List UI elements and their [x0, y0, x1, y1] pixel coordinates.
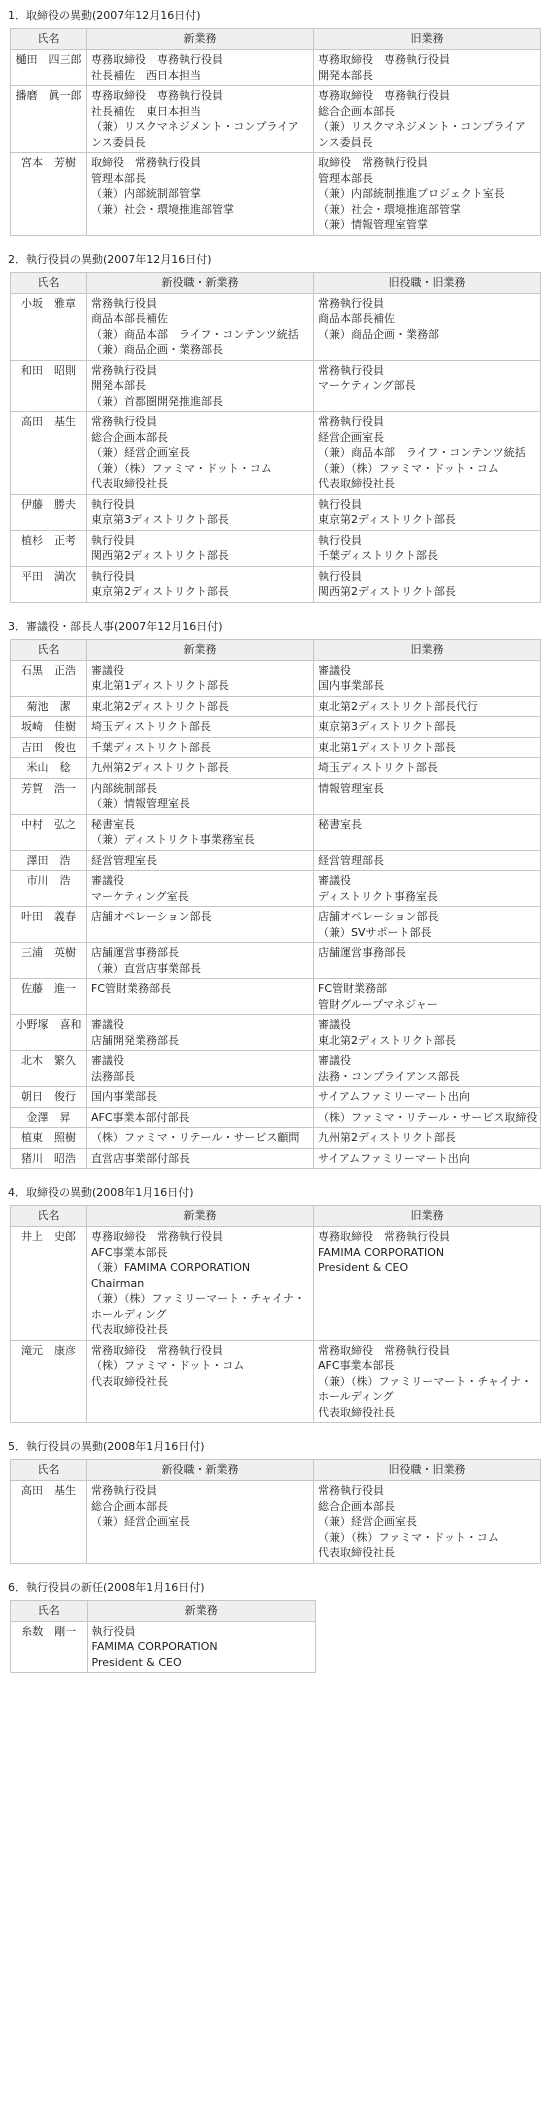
- role-line: 執行役員: [318, 569, 362, 583]
- old-role-cell: [314, 1087, 541, 1108]
- old-role-cell: [314, 1051, 541, 1087]
- role-line: （兼）首都圏開発推進部長: [91, 394, 223, 408]
- new-role-cell: [87, 696, 314, 717]
- role-line: 管理本部長: [318, 171, 373, 185]
- table-row: [11, 1015, 541, 1051]
- role-line: 埼玉ディストリクト部長: [91, 720, 211, 733]
- role-line: FC管財業務部長: [91, 982, 172, 995]
- personnel-table: [10, 1459, 541, 1564]
- role-line: 情報管理室長: [318, 781, 384, 795]
- role-line: （兼）（株）ファミマ・ドット・コム: [318, 461, 499, 475]
- person-name: 植杉 正考: [11, 530, 87, 566]
- table-row: [11, 717, 541, 738]
- table-row: [11, 566, 541, 602]
- role-line: マーケティング部長: [318, 379, 416, 392]
- column-header: 氏名: [11, 1206, 87, 1227]
- role-line: （兼）FAMIMA CORPORATION: [91, 1261, 251, 1274]
- role-line: 専務取締役 専務執行役員: [318, 53, 450, 66]
- new-role-cell: [87, 1051, 314, 1087]
- person-name: 坂崎 佳樹: [11, 717, 87, 738]
- role-line: （兼）ディストリクト事業務室長: [91, 833, 255, 846]
- table-row: [11, 530, 541, 566]
- role-line: 内部統制部長: [91, 781, 157, 795]
- new-role-cell: [87, 360, 314, 412]
- role-line: AFC事業本部付部長: [91, 1110, 190, 1124]
- header-row: [11, 272, 541, 293]
- role-line: 社長補佐 西日本担当: [91, 68, 201, 82]
- column-header: 氏名: [11, 272, 87, 293]
- new-role-cell: [87, 50, 314, 86]
- table-row: [11, 871, 541, 907]
- header-row: [11, 639, 541, 660]
- old-role-cell: [314, 530, 541, 566]
- role-line: 商品本部長補佐: [318, 312, 395, 325]
- table-row: [11, 86, 541, 153]
- person-name: 和田 昭則: [11, 360, 87, 412]
- role-line: （株）ファミマ・ドット・コム: [91, 1359, 245, 1372]
- person-name: 佐藤 進一: [11, 979, 87, 1015]
- role-line: 店舗オペレーション部長: [91, 910, 212, 923]
- table-row: [11, 1340, 541, 1423]
- column-header: 新業務: [87, 1206, 314, 1227]
- role-line: Chairman: [91, 1276, 145, 1290]
- role-line: 開発本部長: [318, 68, 373, 82]
- role-line: 直営店事業部付部長: [91, 1151, 190, 1165]
- role-line: FAMIMA CORPORATION: [91, 1640, 218, 1653]
- role-line: 総合企画本部長: [91, 1499, 168, 1513]
- role-line: （株）ファミマ・リテール・サービス顧問: [91, 1131, 300, 1144]
- old-role-cell: [314, 814, 541, 850]
- new-role-cell: [87, 293, 314, 360]
- column-header: 氏名: [11, 29, 87, 50]
- person-name: 中村 弘之: [11, 814, 87, 850]
- person-name: 滝元 康彦: [11, 1340, 87, 1423]
- role-line: 専務取締役 常務執行役員: [318, 1230, 450, 1243]
- role-line: （兼）リスクマネジメント・コンプライアンス委員長: [318, 120, 526, 149]
- role-line: 東北第1ディストリクト部長: [318, 740, 456, 754]
- person-name: 植東 照樹: [11, 1128, 87, 1149]
- person-name: 市川 浩: [11, 871, 87, 907]
- role-line: President & CEO: [91, 1655, 182, 1669]
- role-line: 常務執行役員: [318, 415, 384, 428]
- new-role-cell: [87, 1107, 314, 1128]
- role-line: 常務取締役 常務執行役員: [318, 1343, 450, 1357]
- table-row: [11, 907, 541, 943]
- old-role-cell: [314, 1107, 541, 1128]
- role-line: 東北第1ディストリクト部長: [91, 679, 229, 692]
- section-4: [0, 1185, 556, 1423]
- role-line: （兼）SVサポート部長: [318, 925, 432, 939]
- role-line: 店舗運営事務部長: [91, 946, 179, 959]
- person-name: 平田 満次: [11, 566, 87, 602]
- table-row: [11, 1481, 541, 1564]
- role-line: 常務執行役員: [318, 363, 384, 377]
- column-header: 氏名: [11, 639, 87, 660]
- new-role-cell: [87, 1481, 314, 1564]
- role-line: （兼）商品企画・業務部: [318, 327, 439, 341]
- new-role-cell: [87, 153, 314, 236]
- role-line: 管財グループマネジャー: [318, 997, 438, 1011]
- person-name: 井上 史郎: [11, 1227, 87, 1341]
- role-line: 取締役 常務執行役員: [91, 156, 201, 169]
- table-row: [11, 1621, 316, 1673]
- role-line: 代表取締役社長: [91, 1323, 168, 1336]
- role-line: 代表取締役社長: [91, 1374, 168, 1388]
- table-row: [11, 1107, 541, 1128]
- person-name: 芳賀 浩一: [11, 778, 87, 814]
- role-line: 取締役 常務執行役員: [318, 156, 428, 169]
- person-name: 北木 繁久: [11, 1051, 87, 1087]
- role-line: 審議役: [91, 1054, 124, 1067]
- column-header: 旧業務: [314, 1206, 541, 1227]
- role-line: 常務取締役 常務執行役員: [91, 1343, 223, 1357]
- section-title: 1．取締役の異動(2007年12月16日付): [8, 9, 201, 22]
- table-row: [11, 1148, 541, 1169]
- table-row: [11, 696, 541, 717]
- new-role-cell: [87, 1148, 314, 1169]
- old-role-cell: [314, 1128, 541, 1149]
- column-header: 新役職・新業務: [87, 1460, 314, 1481]
- role-line: 総合企画本部長: [318, 104, 395, 118]
- role-line: サイアムファミリーマート出向: [318, 1090, 470, 1103]
- role-line: ディストリクト事務室長: [318, 889, 438, 903]
- role-line: 店舗運営事務部長: [318, 946, 406, 959]
- role-line: 店舗開発業務部長: [91, 1033, 179, 1047]
- role-line: 秘書室長: [318, 817, 362, 831]
- new-role-cell: [87, 1015, 314, 1051]
- new-role-cell: [87, 737, 314, 758]
- column-header: 旧役職・旧業務: [314, 1460, 541, 1481]
- personnel-table: [10, 1600, 316, 1674]
- role-line: 専務取締役 常務執行役員: [91, 1230, 223, 1243]
- header-row: [11, 1206, 541, 1227]
- table-row: [11, 850, 541, 871]
- role-line: 執行役員: [91, 497, 135, 511]
- role-line: 関西第2ディストリクト部長: [318, 585, 456, 598]
- role-line: （兼）内部統制部管掌: [91, 187, 201, 200]
- role-line: 千葉ディストリクト部長: [318, 549, 438, 562]
- role-line: 開発本部長: [91, 379, 146, 392]
- person-name: 伊藤 勝夫: [11, 494, 87, 530]
- person-name: 叶田 義春: [11, 907, 87, 943]
- role-line: （兼）内部統制推進プロジェクト室長: [318, 187, 505, 200]
- new-role-cell: [87, 530, 314, 566]
- person-name: 糸数 剛一: [11, 1621, 88, 1673]
- column-header: 新業務: [87, 29, 314, 50]
- person-name: 高田 基生: [11, 1481, 87, 1564]
- role-line: 審議役: [318, 663, 351, 677]
- new-role-cell: [87, 814, 314, 850]
- person-name: 小坂 雅章: [11, 293, 87, 360]
- person-name: 朝日 俊行: [11, 1087, 87, 1108]
- role-line: 常務執行役員: [318, 296, 384, 310]
- role-line: 常務執行役員: [91, 363, 157, 377]
- new-role-cell: [87, 1340, 314, 1423]
- role-line: 専務取締役 専務執行役員: [91, 89, 223, 102]
- person-name: 吉田 俊也: [11, 737, 87, 758]
- new-role-cell: [87, 86, 314, 153]
- old-role-cell: [314, 566, 541, 602]
- new-role-cell: [87, 494, 314, 530]
- role-line: 執行役員: [318, 533, 362, 547]
- role-line: 常務執行役員: [318, 1484, 384, 1497]
- role-line: 執行役員: [318, 497, 362, 511]
- new-role-cell: [87, 1128, 314, 1149]
- section-1: [0, 8, 556, 236]
- table-row: [11, 660, 541, 696]
- role-line: （兼）（株）ファミリーマート・チャイナ・ホールディング: [318, 1374, 532, 1403]
- personnel-table: [10, 272, 541, 603]
- new-role-cell: [87, 1227, 314, 1341]
- new-role-cell: [87, 660, 314, 696]
- old-role-cell: [314, 412, 541, 495]
- role-line: （兼）商品本部 ライフ・コンテンツ統括: [91, 327, 299, 341]
- old-role-cell: [314, 660, 541, 696]
- section-6: [0, 1580, 556, 1674]
- new-role-cell: [87, 566, 314, 602]
- table-row: [11, 153, 541, 236]
- old-role-cell: [314, 1015, 541, 1051]
- person-name: 金澤 昇: [11, 1107, 87, 1128]
- role-line: 東京第3ディストリクト部長: [91, 513, 229, 526]
- role-line: （兼）（株）ファミマ・ドット・コム: [318, 1530, 499, 1544]
- section-title: 4．取締役の異動(2008年1月16日付): [8, 1186, 194, 1199]
- role-line: 社長補佐 東日本担当: [91, 104, 201, 118]
- old-role-cell: [314, 737, 541, 758]
- role-line: 商品本部長補佐: [91, 312, 168, 325]
- new-role-cell: [87, 758, 314, 779]
- role-line: 埼玉ディストリクト部長: [318, 761, 438, 774]
- new-role-cell: [87, 943, 314, 979]
- role-line: （兼）（株）ファミリーマート・チャイナ・ホールディング: [91, 1292, 305, 1321]
- person-name: 猪川 昭浩: [11, 1148, 87, 1169]
- role-line: 経営管理室長: [91, 853, 157, 867]
- person-name: 小野塚 喜和: [11, 1015, 87, 1051]
- new-role-cell: [87, 850, 314, 871]
- role-line: 国内事業部長: [318, 679, 384, 692]
- role-line: （兼）商品本部 ライフ・コンテンツ統括: [318, 446, 526, 459]
- role-line: 執行役員: [91, 1624, 136, 1638]
- new-role-cell: [87, 871, 314, 907]
- role-line: （兼）商品企画・業務部長: [91, 343, 223, 356]
- table-row: [11, 758, 541, 779]
- old-role-cell: [314, 153, 541, 236]
- role-line: （兼）社会・環境推進部管掌: [91, 202, 234, 216]
- role-line: 法務部長: [91, 1069, 135, 1083]
- role-line: （兼）社会・環境推進部管掌: [318, 202, 461, 216]
- old-role-cell: [314, 979, 541, 1015]
- role-line: （兼）経営企画室長: [318, 1515, 417, 1528]
- table-row: [11, 778, 541, 814]
- role-line: 審議役: [318, 874, 351, 887]
- role-line: 管理本部長: [91, 171, 146, 185]
- table-row: [11, 979, 541, 1015]
- old-role-cell: [314, 293, 541, 360]
- role-line: サイアムファミリーマート出向: [318, 1151, 470, 1165]
- old-role-cell: [314, 696, 541, 717]
- role-line: 審議役: [318, 1054, 351, 1067]
- role-line: AFC事業本部長: [91, 1245, 168, 1259]
- old-role-cell: [314, 871, 541, 907]
- old-role-cell: [314, 907, 541, 943]
- role-line: 常務執行役員: [91, 296, 157, 310]
- role-line: 国内事業部長: [91, 1090, 157, 1103]
- old-role-cell: [314, 86, 541, 153]
- old-role-cell: [314, 1481, 541, 1564]
- role-line: 九州第2ディストリクト部長: [91, 761, 229, 774]
- role-line: 東北第2ディストリクト部長: [318, 1033, 456, 1047]
- person-name: 澤田 浩: [11, 850, 87, 871]
- role-line: 東京第3ディストリクト部長: [318, 720, 456, 733]
- new-role-cell: [87, 1621, 316, 1673]
- role-line: 代表取締役社長: [91, 477, 168, 490]
- new-role-cell: [87, 907, 314, 943]
- column-header: 旧役職・旧業務: [314, 272, 541, 293]
- role-line: 東京第2ディストリクト部長: [318, 513, 456, 526]
- new-role-cell: [87, 1087, 314, 1108]
- role-line: President & CEO: [318, 1261, 409, 1274]
- section-3: [0, 619, 556, 1170]
- table-row: [11, 360, 541, 412]
- role-line: 関西第2ディストリクト部長: [91, 549, 229, 562]
- role-line: （株）ファミマ・リテール・サービス取締役: [318, 1110, 538, 1124]
- header-row: [11, 1600, 316, 1621]
- personnel-table: [10, 28, 541, 236]
- role-line: （兼）直営店事業部長: [91, 961, 201, 975]
- role-line: FC管財業務部: [318, 982, 388, 995]
- person-name: 播磨 眞一郎: [11, 86, 87, 153]
- new-role-cell: [87, 979, 314, 1015]
- person-name: 高田 基生: [11, 412, 87, 495]
- role-line: 秘書室長: [91, 817, 135, 831]
- old-role-cell: [314, 50, 541, 86]
- old-role-cell: [314, 1340, 541, 1423]
- new-role-cell: [87, 778, 314, 814]
- section-title: 5．執行役員の異動(2008年1月16日付): [8, 1440, 205, 1453]
- personnel-table: [10, 639, 541, 1170]
- personnel-table: [10, 1205, 541, 1423]
- person-name: 菊池 潔: [11, 696, 87, 717]
- column-header: 旧業務: [314, 29, 541, 50]
- person-name: 三浦 英樹: [11, 943, 87, 979]
- table-row: [11, 494, 541, 530]
- old-role-cell: [314, 360, 541, 412]
- role-line: 常務執行役員: [91, 415, 157, 428]
- section-title: 3．審議役・部長人事(2007年12月16日付): [8, 619, 223, 633]
- role-line: 審議役: [91, 1018, 124, 1031]
- old-role-cell: [314, 943, 541, 979]
- person-name: 米山 稔: [11, 758, 87, 779]
- old-role-cell: [314, 1148, 541, 1169]
- old-role-cell: [314, 717, 541, 738]
- table-row: [11, 1051, 541, 1087]
- role-line: マーケティング室長: [91, 889, 189, 903]
- role-line: （兼）情報管理室管掌: [318, 218, 428, 231]
- role-line: 総合企画本部長: [91, 430, 168, 444]
- person-name: 樋田 四三郎: [11, 50, 87, 86]
- role-line: 専務取締役 専務執行役員: [91, 53, 223, 66]
- section-title: 2．執行役員の異動(2007年12月16日付): [8, 252, 212, 266]
- new-role-cell: [87, 412, 314, 495]
- role-line: AFC事業本部長: [318, 1359, 395, 1372]
- table-row: [11, 1128, 541, 1149]
- role-line: 東北第2ディストリクト部長代行: [318, 699, 478, 713]
- role-line: 東京第2ディストリクト部長: [91, 585, 229, 598]
- role-line: （兼）リスクマネジメント・コンプライアンス委員長: [91, 120, 299, 149]
- role-line: 法務・コンプライアンス部長: [318, 1069, 460, 1083]
- person-name: 宮本 芳樹: [11, 153, 87, 236]
- role-line: 代表取締役社長: [318, 1546, 395, 1559]
- role-line: 常務執行役員: [91, 1484, 157, 1497]
- table-row: [11, 943, 541, 979]
- header-row: [11, 1460, 541, 1481]
- column-header: 氏名: [11, 1600, 88, 1621]
- role-line: 総合企画本部長: [318, 1499, 395, 1513]
- section-5: [0, 1439, 556, 1564]
- role-line: （兼）経営企画室長: [91, 446, 190, 459]
- old-role-cell: [314, 850, 541, 871]
- header-row: [11, 29, 541, 50]
- role-line: （兼）経営企画室長: [91, 1515, 190, 1528]
- column-header: 新業務: [87, 639, 314, 660]
- section-title: 6．執行役員の新任(2008年1月16日付): [8, 1580, 205, 1594]
- role-line: 九州第2ディストリクト部長: [318, 1131, 456, 1144]
- section-2: [0, 252, 556, 603]
- role-line: 経営企画室長: [318, 430, 384, 444]
- table-row: [11, 293, 541, 360]
- role-line: 執行役員: [91, 533, 135, 547]
- column-header: 新役職・新業務: [87, 272, 314, 293]
- table-row: [11, 412, 541, 495]
- old-role-cell: [314, 1227, 541, 1341]
- table-row: [11, 1087, 541, 1108]
- role-line: （兼）情報管理室長: [91, 797, 190, 810]
- old-role-cell: [314, 758, 541, 779]
- new-role-cell: [87, 717, 314, 738]
- old-role-cell: [314, 778, 541, 814]
- person-name: 石黒 正浩: [11, 660, 87, 696]
- role-line: 代表取締役社長: [318, 1405, 395, 1419]
- role-line: 店舗オペレーション部長: [318, 910, 439, 923]
- role-line: 審議役: [91, 663, 124, 677]
- role-line: 執行役員: [91, 569, 135, 583]
- table-row: [11, 814, 541, 850]
- column-header: 旧業務: [314, 639, 541, 660]
- role-line: 専務取締役 専務執行役員: [318, 89, 450, 102]
- table-row: [11, 737, 541, 758]
- table-row: [11, 50, 541, 86]
- table-row: [11, 1227, 541, 1341]
- role-line: 経営管理部長: [318, 853, 384, 867]
- column-header: 新業務: [87, 1600, 316, 1621]
- role-line: 代表取締役社長: [318, 477, 395, 490]
- role-line: 審議役: [91, 874, 124, 887]
- role-line: 千葉ディストリクト部長: [91, 740, 211, 754]
- old-role-cell: [314, 494, 541, 530]
- role-line: （兼）（株）ファミマ・ドット・コム: [91, 461, 272, 475]
- role-line: 東北第2ディストリクト部長: [91, 699, 229, 713]
- column-header: 氏名: [11, 1460, 87, 1481]
- role-line: 審議役: [318, 1018, 351, 1031]
- role-line: FAMIMA CORPORATION: [318, 1245, 445, 1259]
